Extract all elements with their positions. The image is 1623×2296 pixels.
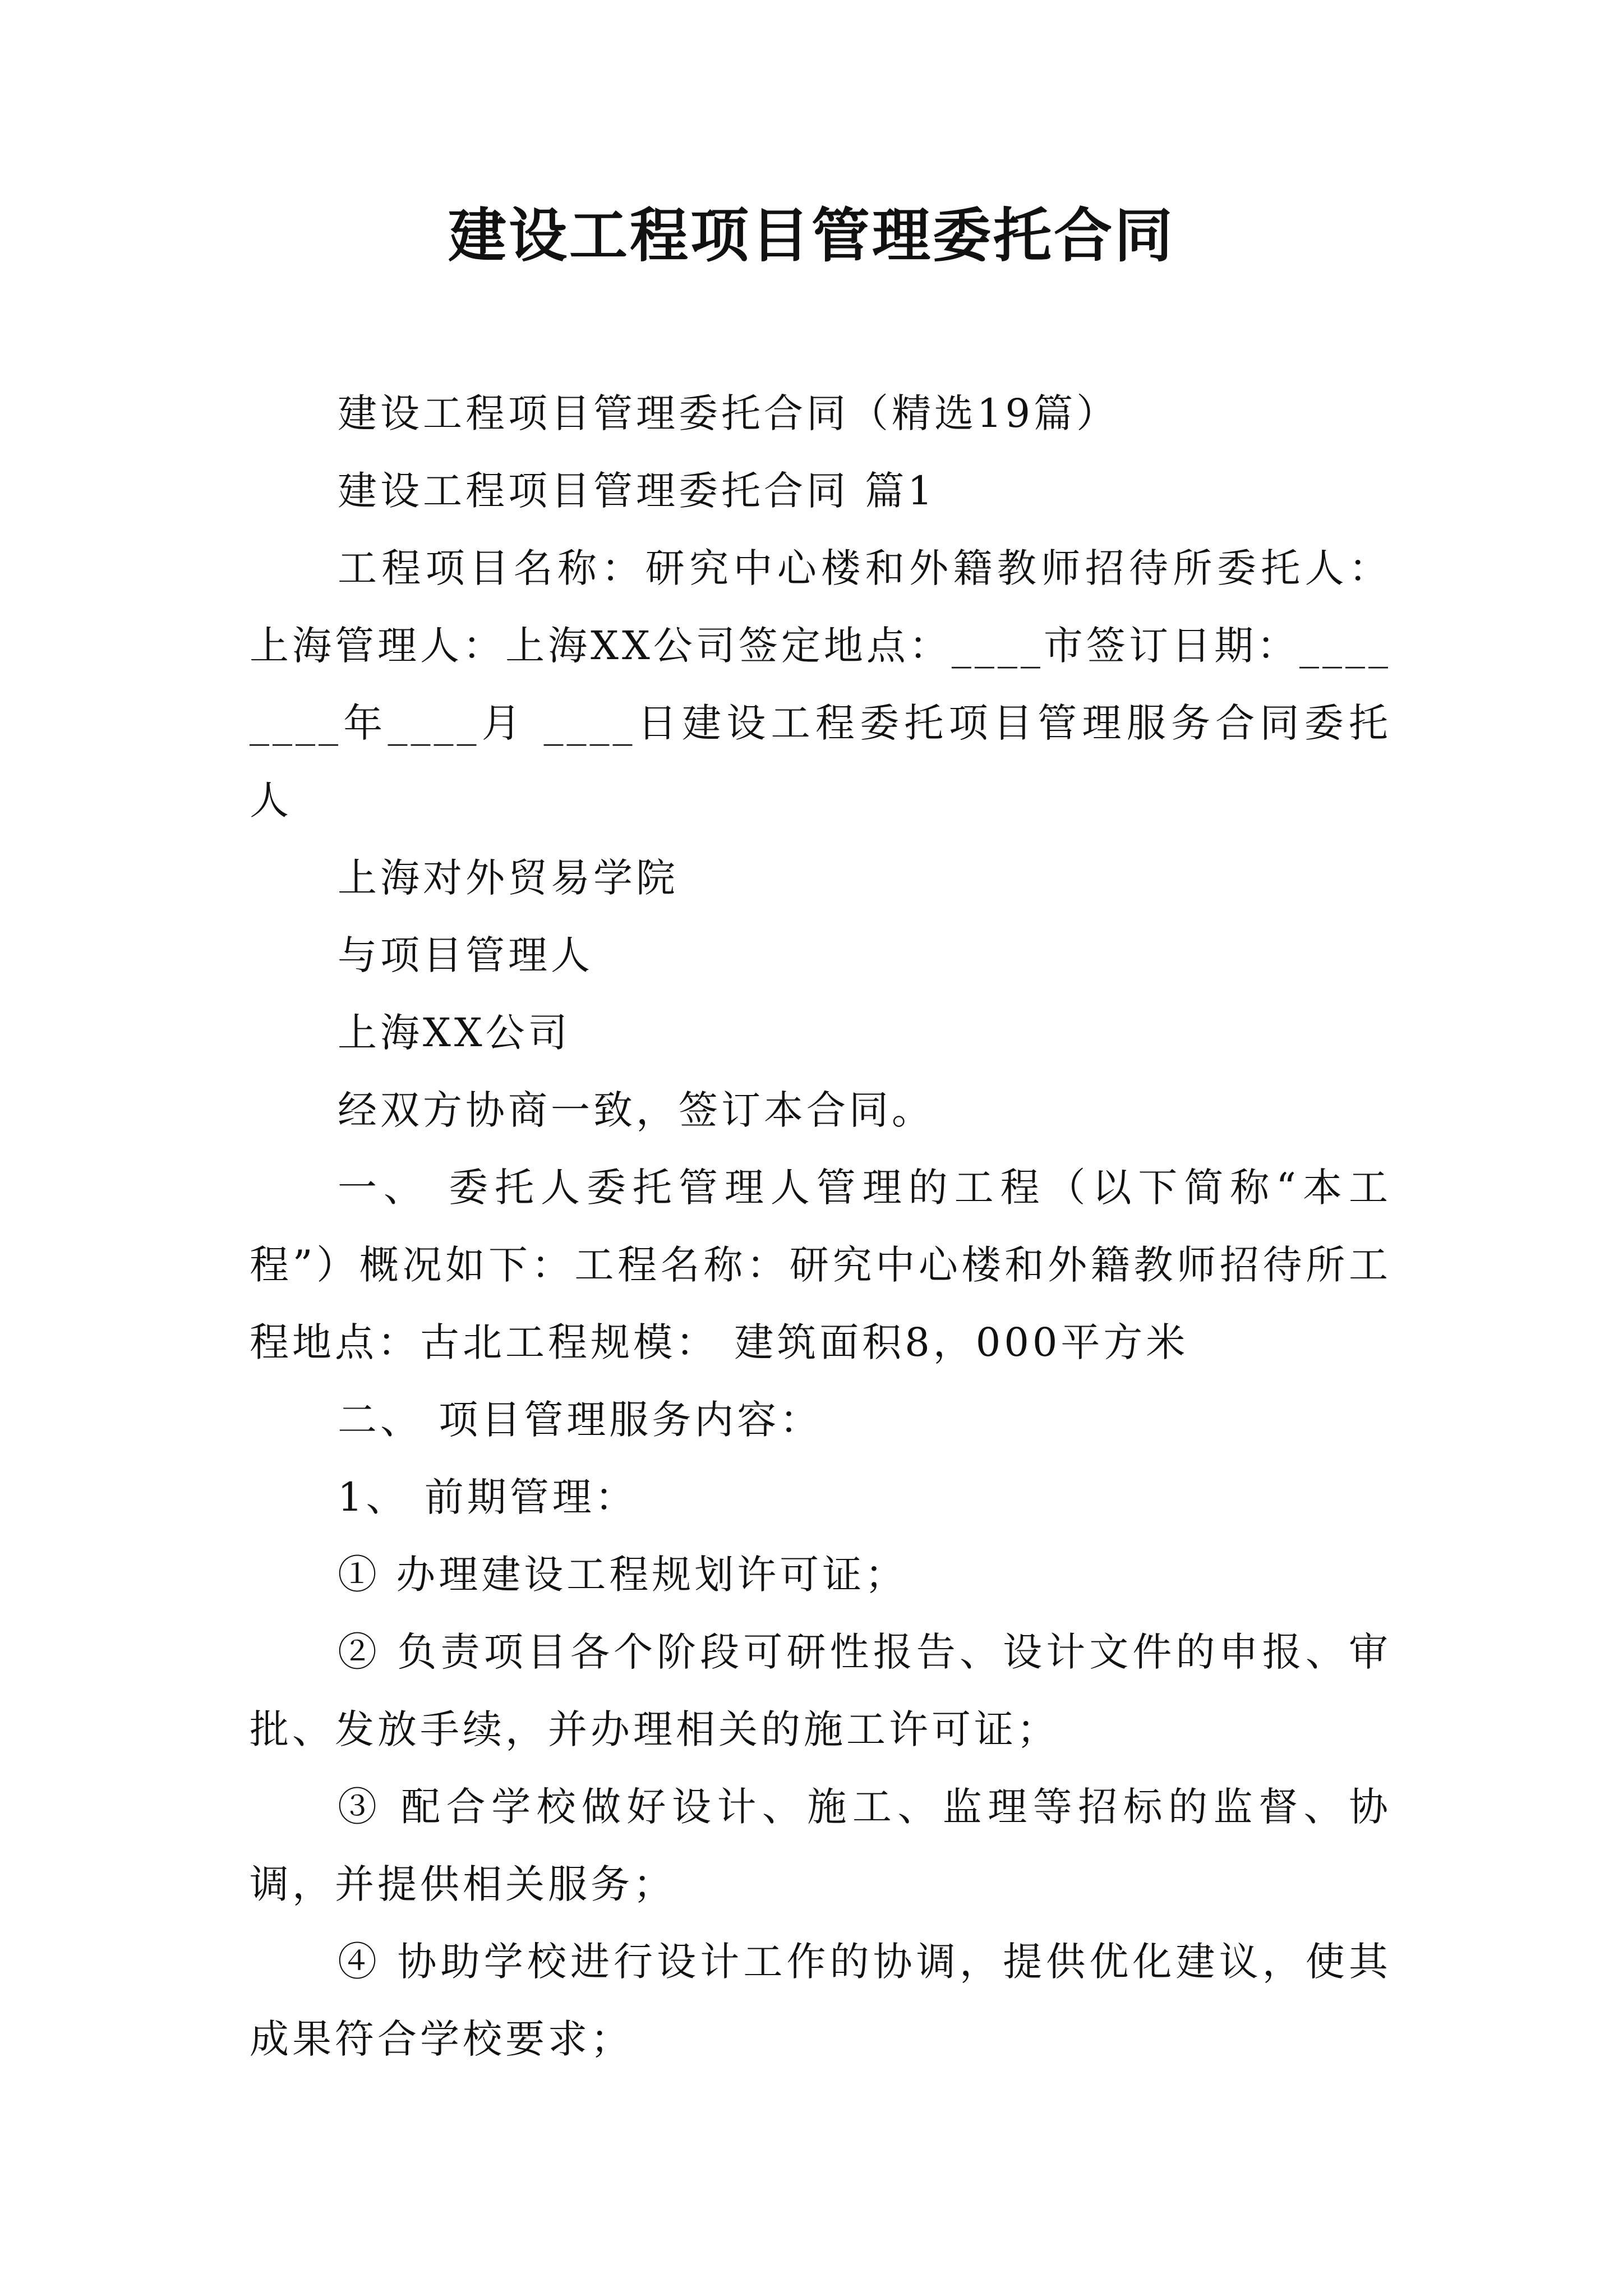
paragraph-with-manager: 与项目管理人 bbox=[338, 932, 593, 978]
paragraph-project-info: 工程项目名称：研究中心楼和外籍教师招待所委托人：上海管理人：上海XX公司签定地点：____市签订日期：________年____月 ____日建设工程委托项目管理服务合同委托人 bbox=[250, 545, 1391, 823]
document-body bbox=[250, 375, 1391, 2078]
paragraph-item-1: 1、 前期管理： bbox=[338, 1474, 638, 1520]
document-title: 建设工程项目管理委托合同 bbox=[448, 201, 1175, 270]
paragraph-section-heading: 建设工程项目管理委托合同 篇1 bbox=[338, 468, 936, 514]
paragraph-subitem-2: ② 负责项目各个阶段可研性报告、设计文件的申报、审批、发放手续，并办理相关的施工许可证； bbox=[250, 1629, 1391, 1752]
paragraph-client-name: 上海对外贸易学院 bbox=[338, 855, 679, 901]
paragraph-subitem-4: ④ 协助学校进行设计工作的协调，提供优化建议，使其成果符合学校要求； bbox=[250, 1939, 1391, 2062]
paragraph-agreement: 经双方协商一致，签订本合同。 bbox=[338, 1087, 934, 1133]
paragraph-clause-one: 一、 委托人委托管理人管理的工程（以下简称“本工程”）概况如下：工程名称：研究中心楼和外籍教师招待所工程地点：古北工程规模： 建筑面积8，000平方米 bbox=[250, 1165, 1391, 1365]
paragraph-subitem-1: ① 办理建设工程规划许可证； bbox=[338, 1552, 908, 1598]
paragraph-subtitle: 建设工程项目管理委托合同（精选19篇） bbox=[338, 390, 1119, 436]
paragraph-clause-two: 二、 项目管理服务内容： bbox=[338, 1397, 823, 1443]
paragraph-manager-name: 上海XX公司 bbox=[338, 1010, 571, 1056]
paragraph-subitem-3: ③ 配合学校做好设计、施工、监理等招标的监督、协调，并提供相关服务； bbox=[250, 1784, 1391, 1907]
